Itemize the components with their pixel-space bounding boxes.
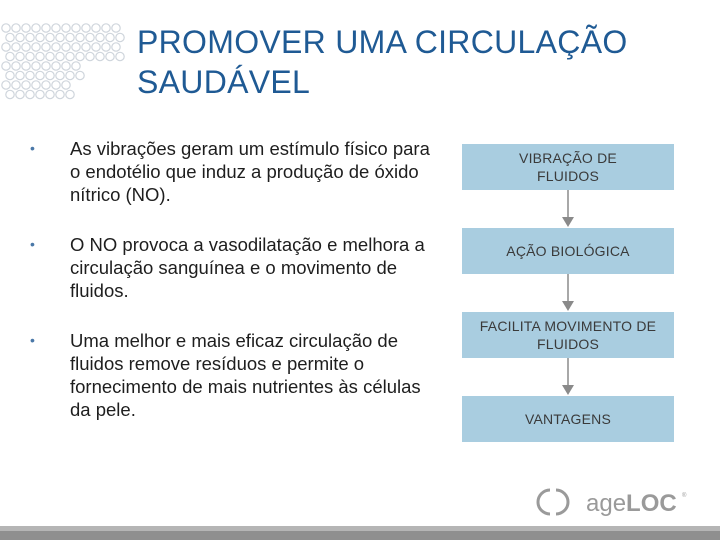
bullet-list	[30, 137, 440, 421]
bullet-item	[30, 329, 440, 421]
bullet-text: As vibrações geram um estímulo físico para o endotélio que induz a produção de óxido nítrico (NO).	[70, 138, 430, 205]
svg-text:ageLOC: ageLOC	[586, 490, 677, 517]
flow-step-label: AÇÃO BIOLÓGICA	[506, 243, 630, 259]
decorative-circle-pattern	[0, 22, 130, 102]
bullet-text: O NO provoca a vasodilatação e melhora a circulação sanguínea e o movimento de fluidos.	[70, 234, 425, 301]
flow-step-vibration	[462, 144, 674, 190]
page-title: PROMOVER UMA CIRCULAÇÃO SAUDÁVEL	[137, 24, 628, 100]
bullet-text: Uma melhor e mais eficaz circulação de fluidos remove resíduos e permite o fornecimento de mais nutrientes às células da pele.	[70, 330, 421, 420]
footer-bar-highlight	[0, 526, 720, 531]
bullet-item	[30, 233, 440, 302]
flow-step-label: VANTAGENS	[524, 411, 612, 427]
arrow-down-icon	[558, 190, 578, 228]
flow-step-biological-action	[462, 228, 674, 274]
flow-step-advantages	[462, 396, 674, 442]
flow-step-facilitates-movement	[462, 312, 674, 358]
bullet-item	[30, 137, 440, 206]
footer-bar	[0, 526, 720, 540]
arrow-down-icon	[558, 358, 578, 396]
ageloc-logo	[534, 483, 694, 521]
bullet-marker: •	[30, 140, 35, 156]
bullet-marker: •	[30, 236, 35, 252]
arrow-down-icon	[558, 274, 578, 312]
flow-step-label: FACILITA MOVIMENTO DE FLUIDOS	[479, 318, 657, 352]
svg-text:®: ®	[682, 493, 687, 499]
flow-step-label: VIBRAÇÃO DE FLUIDOS	[519, 150, 617, 184]
flowchart	[462, 0, 674, 540]
bullet-marker: •	[30, 332, 35, 348]
